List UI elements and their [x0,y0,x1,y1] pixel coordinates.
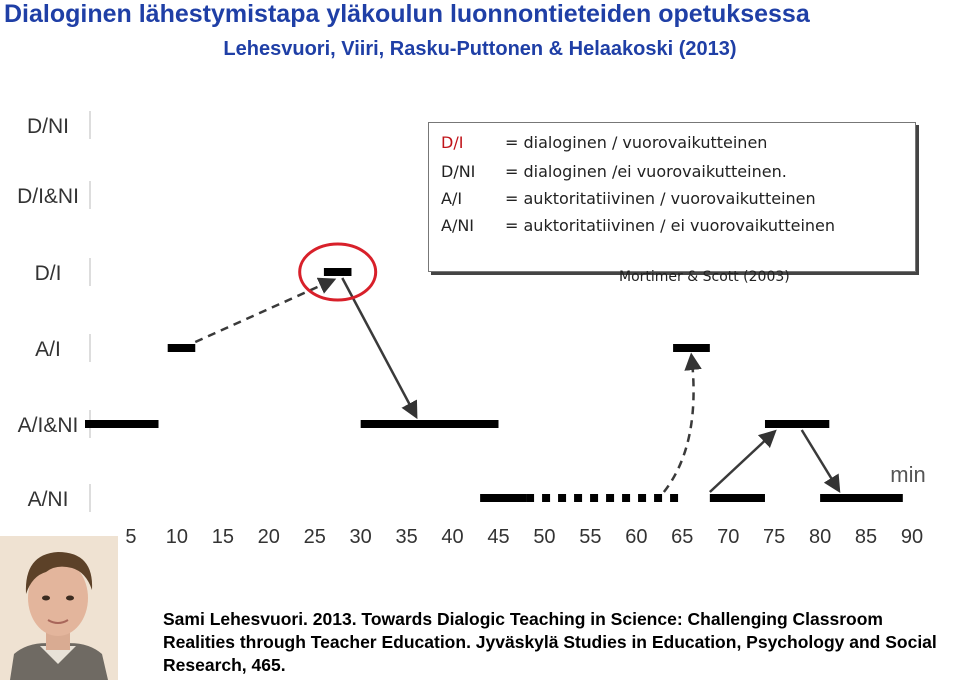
x-tick-label: 60 [625,526,648,548]
x-tick-label: 35 [395,526,418,548]
legend-source: Mortimer & Scott (2003) [619,269,790,285]
transition-arrow [710,432,774,492]
x-tick-label: 85 [854,526,878,548]
transition-arrow [664,356,694,492]
legend-text: = dialoginen / vuorovaikutteinen [505,133,768,152]
x-tick-label: 70 [717,526,740,548]
x-tick-label: 80 [808,526,832,548]
y-level-label: D/I [34,262,62,285]
x-axis-label: min [890,462,926,487]
x-tick-label: 50 [533,526,556,548]
x-tick-label: 15 [211,526,234,548]
x-tick-label: 5 [125,526,137,548]
legend-row [441,189,816,208]
transition-arrow [195,280,333,342]
x-tick-label: 30 [349,526,372,548]
legend-box [428,122,916,285]
x-tick-label: 75 [763,526,786,548]
author-photo [0,536,118,680]
legend-text: = auktoritatiivinen / vuorovaikutteinen [505,189,816,208]
x-tick-label: 25 [303,526,326,548]
y-level-label: A/NI [27,488,69,511]
legend-row [441,216,835,235]
legend-code: A/NI [441,216,475,235]
legend-code: D/I [441,133,464,152]
legend-code: D/NI [441,162,476,181]
x-tick-label: 40 [441,526,464,548]
page-title: Dialoginen lähestymistapa yläkoulun luonnontieteiden opetuksessa [4,0,810,28]
x-tick-label: 45 [487,526,510,548]
legend-text: = dialoginen /ei vuorovaikutteinen. [505,162,787,181]
transition-arrow [802,430,839,490]
x-tick-label: 10 [165,526,189,548]
legend-code: A/I [441,189,463,208]
legend-row [441,162,787,181]
y-level-label: A/I&NI [17,414,79,437]
citation: Sami Lehesvuori. 2013. Towards Dialogic Teaching in Science: Challenging Classroom Realities through Teacher Education. Jyväskylä Studies in Education, Psychology and Social Research, 465. [163,609,937,675]
y-level-label: A/I [35,338,61,361]
x-tick-label: 55 [579,526,602,548]
x-tick-label: 65 [671,526,694,548]
legend-text: = auktoritatiivinen / ei vuorovaikutteinen [505,216,836,235]
page-subtitle: Lehesvuori, Viiri, Rasku-Puttonen & Helaakoski (2013) [223,38,737,60]
y-level-label: D/NI [27,115,69,138]
x-tick-label: 20 [257,526,280,548]
x-tick-label: 90 [900,526,924,548]
y-level-label: D/I&NI [17,185,79,208]
legend-row [441,133,767,152]
